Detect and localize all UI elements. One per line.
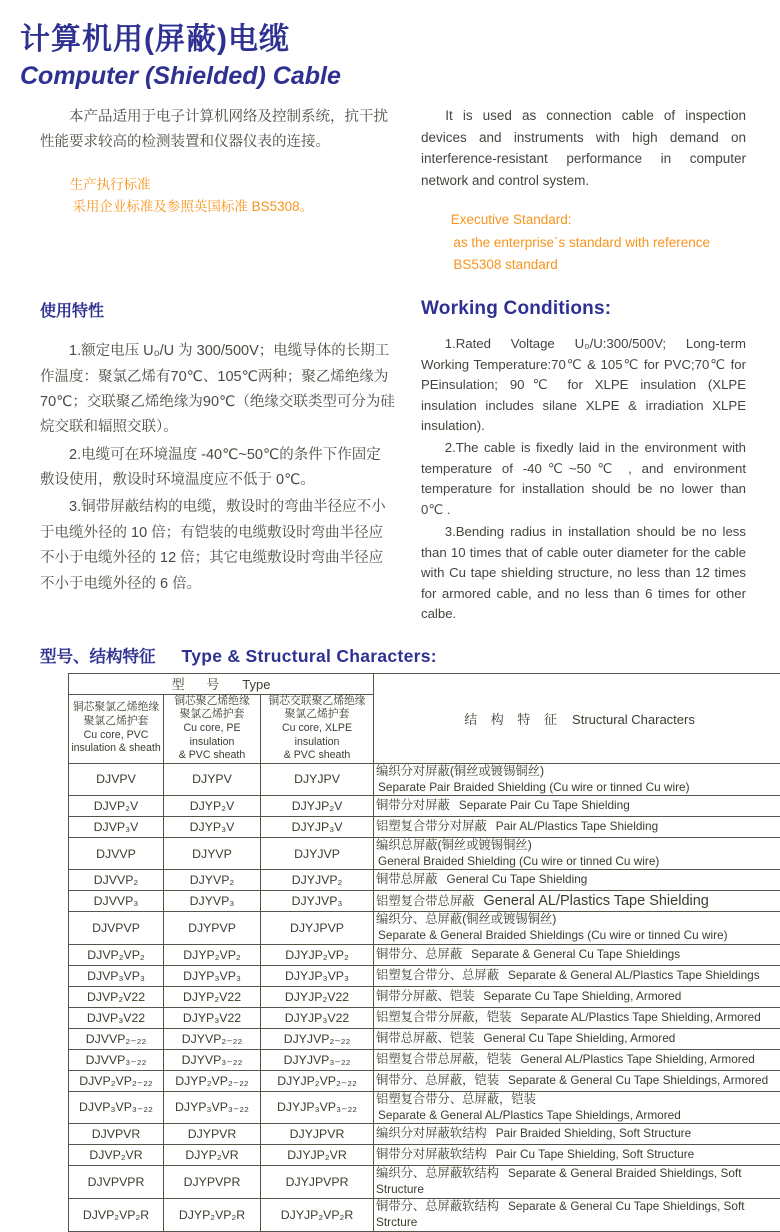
type-code-cell: DJYJP₂V <box>261 796 374 817</box>
col2-en2: & PVC sheath <box>166 749 258 763</box>
page-title-zh: 计算机用(屏蔽)电缆 <box>20 14 762 58</box>
type-code-cell: DJVVP₂ <box>69 870 164 891</box>
type-code-cell: DJYP₂VP₂₋₂₂ <box>164 1070 261 1091</box>
structural-characters-zh: 铜带分、总屏蔽 <box>376 947 462 961</box>
type-code-cell: DJYP₃V <box>164 817 261 838</box>
usage-column-en <box>421 298 746 626</box>
structural-characters-zh: 铜带分屏蔽、铠装 <box>376 989 474 1003</box>
table-row <box>69 965 780 986</box>
type-header-cell <box>69 673 374 694</box>
structural-characters-cell <box>374 796 780 817</box>
type-code-cell: DJVP₂V22 <box>69 986 164 1007</box>
structural-characters-zh: 编织分对屏蔽软结构 <box>376 1126 487 1140</box>
type-code-cell: DJYP₃VP₃ <box>164 965 261 986</box>
type-code-cell: DJYJPV <box>261 763 374 795</box>
column-header-xlpe <box>261 694 374 763</box>
table-row <box>69 1199 780 1232</box>
type-code-cell: DJVVP₃ <box>69 891 164 912</box>
type-code-cell: DJYVP₃₋₂₂ <box>164 1049 261 1070</box>
type-code-cell: DJYP₂V22 <box>164 986 261 1007</box>
type-code-cell: DJVP₂VR <box>69 1145 164 1166</box>
structural-characters-en: Pair Braided Shielding, Soft Structure <box>496 1126 691 1140</box>
type-code-cell: DJYJP₂VP₂₋₂₂ <box>261 1070 374 1091</box>
usage-item-en-2: 2.The cable is fixedly laid in the environment with temperature of -40℃~50℃ , and environment temperature for installation should be no lower than 0℃ . <box>421 438 746 520</box>
working-conditions-section <box>40 298 762 626</box>
structural-characters-zh: 编织总屏蔽(铜丝或镀锡铜丝) <box>376 838 780 854</box>
type-code-cell: DJYJP₃VP₃₋₂₂ <box>261 1091 374 1123</box>
table-row <box>69 838 780 870</box>
structural-characters-zh: 编织分对屏蔽(铜丝或镀锡铜丝) <box>376 764 780 780</box>
type-code-cell: DJYJP₃V22 <box>261 1007 374 1028</box>
standard-body-en: as the enterprise`s standard with reference BS5308 standard <box>453 232 746 277</box>
type-code-cell: DJYP₃V22 <box>164 1007 261 1028</box>
type-code-cell: DJVP₂V <box>69 796 164 817</box>
type-span-row <box>69 673 780 694</box>
type-code-cell: DJYVP₂ <box>164 870 261 891</box>
structural-characters-en: Separate & General Braided Shieldings, Soft Structure <box>376 1166 741 1196</box>
structural-characters-zh: 编织分、总屏蔽(铜丝或镀锡铜丝) <box>376 912 780 928</box>
table-row <box>69 1049 780 1070</box>
intro-paragraph-en: It is used as connection cable of inspection devices and instruments with high demand on interference-resistant performance in computer network and control system. <box>421 105 746 191</box>
type-code-cell: DJVP₃V <box>69 817 164 838</box>
type-code-cell: DJYJP₃V <box>261 817 374 838</box>
col1-en2: insulation & sheath <box>71 742 161 756</box>
structural-characters-cell <box>374 912 780 944</box>
table-row <box>69 986 780 1007</box>
col2-zh1: 铜芯聚乙烯绝缘 <box>166 695 258 709</box>
col3-zh2: 聚氯乙烯护套 <box>263 708 371 722</box>
structural-characters-cell <box>374 965 780 986</box>
structural-characters-en: Separate Pair Braided Shielding (Cu wire or tinned Cu wire) <box>378 780 780 795</box>
type-code-cell: DJYJPVPR <box>261 1166 374 1199</box>
structural-characters-en: General AL/Plastics Tape Shielding <box>483 893 708 909</box>
table-row <box>69 870 780 891</box>
standard-title-en: Executive Standard: <box>451 209 746 231</box>
type-table-body <box>69 763 780 1231</box>
column-header-pe <box>164 694 261 763</box>
structural-characters-cell <box>374 1028 780 1049</box>
col2-zh2: 聚氯乙烯护套 <box>166 708 258 722</box>
page-title-en: Computer (Shielded) Cable <box>20 62 762 91</box>
type-code-cell: DJVVP <box>69 838 164 870</box>
type-code-cell: DJYP₃VP₃₋₂₂ <box>164 1091 261 1123</box>
type-code-cell: DJYP₂VP₂ <box>164 944 261 965</box>
structural-characters-en: General Cu Tape Shielding <box>447 872 588 886</box>
structural-characters-header-cell <box>374 673 780 763</box>
structural-characters-cell <box>374 1145 780 1166</box>
type-code-cell: DJYJPVP <box>261 912 374 944</box>
structural-characters-header-en: Structural Characters <box>572 712 695 727</box>
usage-heading-en: Working Conditions: <box>421 298 746 320</box>
intro-column-zh <box>40 105 395 276</box>
type-code-cell: DJVVP₂₋₂₂ <box>69 1028 164 1049</box>
table-row <box>69 1028 780 1049</box>
table-row <box>69 1091 780 1123</box>
structural-characters-zh: 铝塑复合带分、总屏蔽，铠装 <box>376 1092 780 1108</box>
intro-section <box>40 105 762 276</box>
type-header-en: Type <box>242 677 270 692</box>
type-code-cell: DJYJVP₃ <box>261 891 374 912</box>
usage-item-zh-1: 1.额定电压 U₀/U 为 300/500V；电缆导体的长期工作温度：聚氯乙烯有70℃、105℃两种；聚乙烯绝缘为70℃；交联聚乙烯绝缘为90℃（绝缘交联类型可分为硅烷交联和辐照交联）。 <box>40 339 395 441</box>
structural-characters-zh: 编织分、总屏蔽软结构 <box>376 1166 499 1180</box>
type-structure-table <box>68 673 780 1232</box>
type-code-cell: DJVVP₃₋₂₂ <box>69 1049 164 1070</box>
usage-item-zh-2: 2.电缆可在环境温度 -40℃~50℃的条件下作固定敷设使用，敷设时环境温度应不低于 0℃。 <box>40 443 395 494</box>
structural-characters-cell <box>374 1007 780 1028</box>
usage-column-zh <box>40 298 395 626</box>
type-code-cell: DJYPVR <box>164 1124 261 1145</box>
structural-characters-cell <box>374 986 780 1007</box>
structural-characters-cell <box>374 891 780 912</box>
structural-characters-zh: 铜带分、总屏蔽，铠装 <box>376 1073 499 1087</box>
type-table-heading <box>40 643 762 667</box>
table-row <box>69 763 780 795</box>
table-row <box>69 1007 780 1028</box>
structural-characters-cell <box>374 1199 780 1232</box>
type-code-cell: DJVP₂VP₂ <box>69 944 164 965</box>
col3-zh1: 铜芯交联聚乙烯绝缘 <box>263 695 371 709</box>
col3-en1: Cu core, XLPE insulation <box>263 722 371 749</box>
structural-characters-zh: 铝塑复合带总屏蔽，铠装 <box>376 1052 511 1066</box>
structural-characters-en: Separate & General Braided Shieldings (Cu wire or tinned Cu wire) <box>378 928 780 943</box>
type-code-cell: DJYJVP <box>261 838 374 870</box>
type-code-cell: DJYJP₂VP₂ <box>261 944 374 965</box>
type-code-cell: DJYJP₂V22 <box>261 986 374 1007</box>
usage-item-en-3: 3.Bending radius in installation should be no less than 10 times that of cable outer diameter for the cable with Cu tape shielding structure, no less than 12 times for armored cable, and no less than 6 times for other calbe. <box>421 522 746 624</box>
structural-characters-en: General Braided Shielding (Cu wire or tinned Cu wire) <box>378 854 780 869</box>
type-table-heading-zh: 型号、结构特征 <box>40 643 156 667</box>
executive-standard-zh <box>40 174 395 219</box>
intro-column-en <box>421 105 746 276</box>
type-code-cell: DJYJVP₂ <box>261 870 374 891</box>
table-row <box>69 1166 780 1199</box>
usage-heading-zh: 使用特性 <box>40 298 395 321</box>
type-code-cell: DJVP₃VP₃₋₂₂ <box>69 1091 164 1123</box>
structural-characters-zh: 铜带总屏蔽 <box>376 872 438 886</box>
type-table-head <box>69 673 780 763</box>
type-code-cell: DJYVP₂₋₂₂ <box>164 1028 261 1049</box>
type-table-heading-en: Type & Structural Characters: <box>182 646 437 667</box>
table-row <box>69 1145 780 1166</box>
structural-characters-en: General AL/Plastics Tape Shielding, Armored <box>520 1052 755 1066</box>
type-code-cell: DJYJVP₃₋₂₂ <box>261 1049 374 1070</box>
structural-characters-en: Separate & General Cu Tape Shieldings <box>471 947 680 961</box>
type-code-cell: DJVP₃V22 <box>69 1007 164 1028</box>
type-code-cell: DJVPVP <box>69 912 164 944</box>
type-code-cell: DJYVP₃ <box>164 891 261 912</box>
structural-characters-en: Separate & General AL/Plastics Tape Shieldings <box>508 968 760 982</box>
structural-characters-cell <box>374 1091 780 1123</box>
type-code-cell: DJVPVPR <box>69 1166 164 1199</box>
col1-en1: Cu core, PVC <box>71 729 161 743</box>
table-row <box>69 1124 780 1145</box>
type-code-cell: DJYP₂V <box>164 796 261 817</box>
standard-body-zh: 采用企业标准及参照英国标准 BS5308。 <box>72 196 395 218</box>
type-code-cell: DJYPV <box>164 763 261 795</box>
table-row <box>69 891 780 912</box>
structural-characters-en: Separate AL/Plastics Tape Shielding, Armored <box>520 1010 760 1024</box>
type-code-cell: DJYJP₂VR <box>261 1145 374 1166</box>
col3-en2: & PVC sheath <box>263 749 371 763</box>
structural-characters-cell <box>374 1124 780 1145</box>
structural-characters-en: Pair AL/Plastics Tape Shielding <box>496 819 658 833</box>
type-code-cell: DJVP₃VP₃ <box>69 965 164 986</box>
type-code-cell: DJYJVP₂₋₂₂ <box>261 1028 374 1049</box>
type-code-cell: DJYVP <box>164 838 261 870</box>
structural-characters-zh: 铝塑复合带总屏蔽 <box>376 894 474 908</box>
structural-characters-cell <box>374 817 780 838</box>
structural-characters-zh: 铝塑复合带分屏蔽，铠装 <box>376 1010 511 1024</box>
structural-characters-cell <box>374 1166 780 1199</box>
type-code-cell: DJYJP₃VP₃ <box>261 965 374 986</box>
table-row <box>69 796 780 817</box>
structural-characters-cell <box>374 1049 780 1070</box>
col1-zh2: 聚氯乙烯护套 <box>71 715 161 729</box>
type-code-cell: DJVP₂VP₂₋₂₂ <box>69 1070 164 1091</box>
type-code-cell: DJYPVPR <box>164 1166 261 1199</box>
type-code-cell: DJVPVR <box>69 1124 164 1145</box>
structural-characters-en: Separate Pair Cu Tape Shielding <box>459 798 630 812</box>
structural-characters-zh: 铜带分对屏蔽 <box>376 798 450 812</box>
column-header-pvc <box>69 694 164 763</box>
type-code-cell: DJYJPVR <box>261 1124 374 1145</box>
structural-characters-cell <box>374 944 780 965</box>
col1-zh1: 铜芯聚氯乙烯绝缘 <box>71 701 161 715</box>
structural-characters-zh: 铝塑复合带分对屏蔽 <box>376 819 487 833</box>
structural-characters-en: Pair Cu Tape Shielding, Soft Structure <box>496 1147 694 1161</box>
table-row <box>69 1070 780 1091</box>
structural-characters-en: Separate & General Cu Tape Shieldings, Armored <box>508 1073 768 1087</box>
standard-title-zh: 生产执行标准 <box>70 174 395 196</box>
type-code-cell: DJYP₂VR <box>164 1145 261 1166</box>
intro-paragraph-zh: 本产品适用于电子计算机网络及控制系统，抗干扰性能要求较高的检测装置和仪器仪表的连接。 <box>40 105 395 156</box>
type-code-cell: DJYP₂VP₂R <box>164 1199 261 1232</box>
structural-characters-cell <box>374 763 780 795</box>
structural-characters-zh: 铝塑复合带分、总屏蔽 <box>376 968 499 982</box>
type-code-cell: DJYPVP <box>164 912 261 944</box>
structural-characters-en: Separate & General Cu Tape Shieldings, Soft Strcture <box>376 1199 745 1229</box>
structural-characters-en: Separate & General AL/Plastics Tape Shieldings, Armored <box>378 1108 780 1123</box>
table-row <box>69 944 780 965</box>
structural-characters-en: General Cu Tape Shielding, Armored <box>483 1031 675 1045</box>
structural-characters-cell <box>374 1070 780 1091</box>
table-row <box>69 817 780 838</box>
type-header-zh: 型 号 <box>172 677 229 692</box>
table-row <box>69 912 780 944</box>
structural-characters-zh: 铜带分、总屏蔽软结构 <box>376 1199 499 1213</box>
usage-item-en-1: 1.Rated Voltage U₀/U:300/500V; Long-term Working Temperature:70℃ & 105℃ for PVC;70℃ for PEinsulation; 90℃ for XLPE insulation (XLPE insulation includes silane XLPE & irradiation XLPE insulation). <box>421 334 746 436</box>
type-code-cell: DJYJP₂VP₂R <box>261 1199 374 1232</box>
executive-standard-en <box>421 209 746 276</box>
structural-characters-cell <box>374 870 780 891</box>
usage-item-zh-3: 3.铜带屏蔽结构的电缆，敷设时的弯曲半径应不小于电缆外径的 10 倍；有铠装的电缆敷设时弯曲半径应不小于电缆外径的 12 倍；其它电缆敷设时弯曲半径应不小于电缆外径的 6 倍。 <box>40 495 395 597</box>
structural-characters-cell <box>374 838 780 870</box>
structural-characters-zh: 铜带总屏蔽、铠装 <box>376 1031 474 1045</box>
type-code-cell: DJVPV <box>69 763 164 795</box>
type-code-cell: DJVP₂VP₂R <box>69 1199 164 1232</box>
col2-en1: Cu core, PE insulation <box>166 722 258 749</box>
structural-characters-header-zh: 结 构 特 征 <box>464 712 562 727</box>
structural-characters-zh: 铜带分对屏蔽软结构 <box>376 1147 487 1161</box>
structural-characters-en: Separate Cu Tape Shielding, Armored <box>483 989 681 1003</box>
